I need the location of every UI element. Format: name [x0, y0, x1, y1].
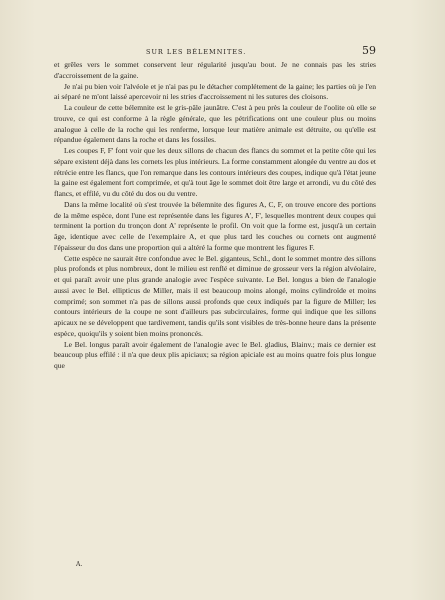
signature-mark: A. [76, 561, 83, 568]
body-text [54, 60, 376, 372]
page-number: 59 [362, 44, 376, 57]
paragraph: La couleur de cette bélemnite est le gris-pâle jaunâtre. C'est à peu près la couleur de l'oolite où elle se trouve, ce qui est conforme à la règle générale, que les pétrifications ont une couleur plus ou moins analogue à celle de la roche qui les renferme, lorsque leur matière animale est détruite, ou qu'elle est répandue également dans la roche et dans les fossiles. [54, 103, 376, 145]
paragraph-continuation: et grêles vers le sommet conservent leur régularité jusqu'au bout. Je ne connais pas les stries d'accroissement de la gaine. [54, 60, 376, 80]
paragraph: Cette espèce ne saurait être confondue avec le Bel. giganteus, Schl., dont le sommet montre des sillons plus profonds et plus nombreux, dont le milieu est renflé et diminue de grosseur vers la région alvéolaire, et qui paraît avoir une plus grande analogie avec l'espèce suivante. Le Bel. longus a bien de l'analogie aussi avec le Bel. ellipticus de Miller, mais il est beaucoup moins alongé, moins cylindroïde et moins comprimé; son sommet n'a pas de sillons aussi profonds que ceux indiqués par la figure de Miller; les contours intérieurs de la coupe ne sont d'ailleurs pas subcirculaires, forme qui indique que les sillons apicaux ne se développent que tardivement, tandis qu'ils sont visibles de très-bonne heure dans la présente espèce, quoiqu'ils y soient bien moins prononcés. [54, 253, 376, 338]
running-title: SUR LES BÉLEMNITES. [146, 48, 247, 56]
paragraph: Dans la même localité où s'est trouvée la bélemnite des figures A, C, F, on trouve encore des portions de la même espèce, dont l'une est représentée dans les figures A', F', lesquelles montrent deux coupes qui terminent la portion du tronçon dont A' représente le profil. On voit que la forme est, jusqu'à un certain âge, identique avec celle de l'exemplaire A, et que plus tard les couches ou cornets ont augmenté l'épaisseur du dos dans une proportion qui a altéré la forme que montrent les figures F. [54, 199, 376, 252]
page-header [54, 44, 376, 60]
paragraph: Le Bel. longus paraît avoir également de l'analogie avec le Bel. gladius, Blainv.; mais ce dernier est beaucoup plus effilé : il n'a que deux plis apiciaux; sa région apiciale est au moins quatre fois plus longue que [54, 339, 376, 370]
paragraph: Je n'ai pu bien voir l'alvéole et je n'ai pas pu le détacher complétement de la gaine; les parties où je l'en ai séparé ne m'ont laissé apercevoir ni les stries d'accroissement ni les sutures des cloisons. [54, 81, 376, 102]
paragraph: Les coupes F, F' font voir que les deux sillons de chacun des flancs du sommet et la petite côte qui les sépare existent déjà dans les cornets les plus intérieurs. La forme constamment alongée du ventre au dos et rétrécie entre les flancs, que l'on remarque dans les contours intérieurs des coupes, indique qu'à l'état jeune la gaine est également fort comprimée, et qu'à tout âge le sommet doit être large et arrondi, vu du côté des flancs, et effilé, vu du côté du dos ou du ventre. [54, 146, 376, 198]
